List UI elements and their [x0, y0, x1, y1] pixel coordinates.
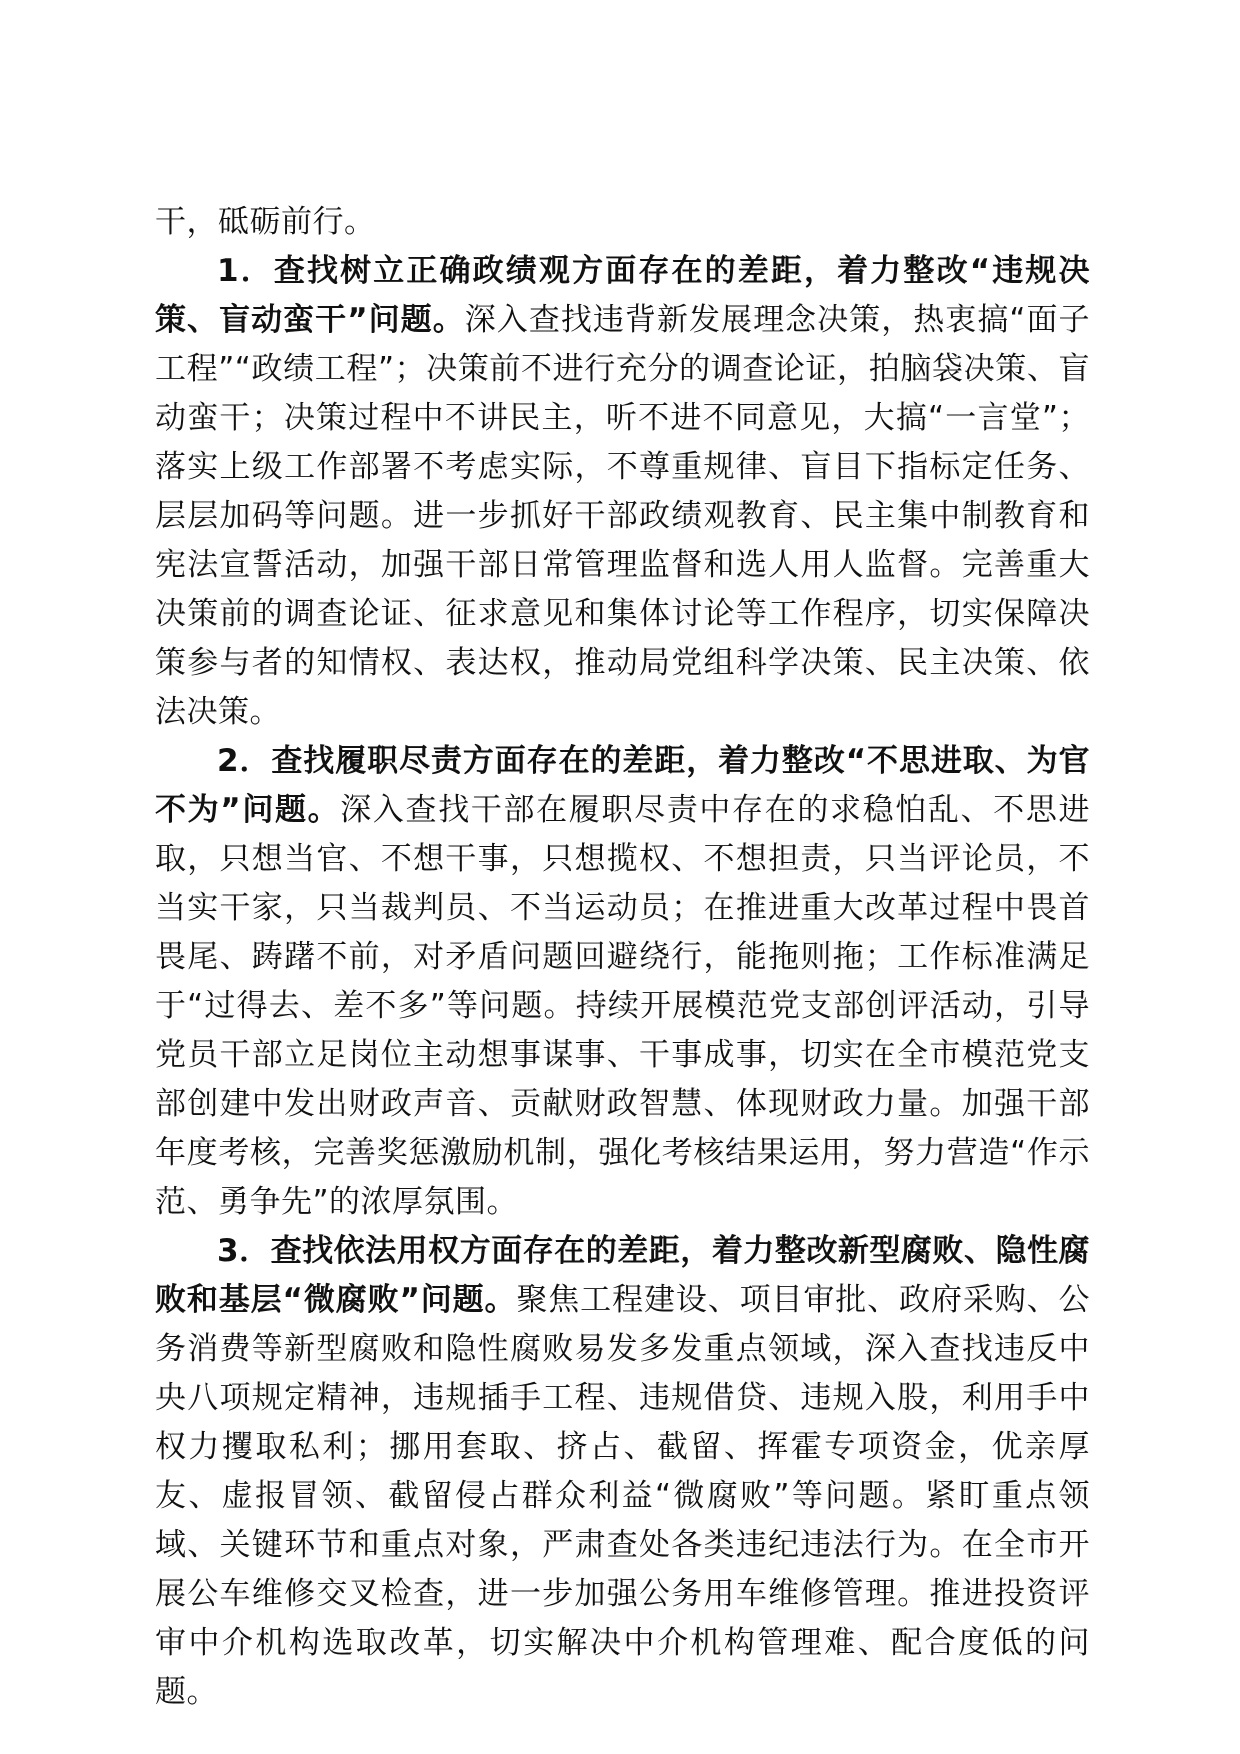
section-2-paragraph — [155, 737, 1090, 1227]
section-1-heading: 1．查找树立正确政绩观方面存在的差距，着力整改“违规决策、盲动蛮干”问题。 — [155, 253, 1090, 338]
section-2-heading: 2．查找履职尽责方面存在的差距，着力整改“不思进取、为官不为”问题。 — [155, 743, 1090, 828]
continuation-paragraph — [155, 198, 1090, 247]
section-2-body: 深入查找干部在履职尽责中存在的求稳怕乱、不思进取，只想当官、不想干事，只想揽权、不想担责，只当评论员，不当实干家，只当裁判员、不当运动员；在推进重大改革过程中畏首畏尾、踌躇不前，对矛盾问题回避绕行，能拖则拖；工作标准满足于“过得去、差不多”等问题。持续开展模范党支部创评活动，引导党员干部立足岗位主动想事谋事、干事成事，切实在全市模范党支部创建中发出财政声音、贡献财政智慧、体现财政力量。加强干部年度考核，完善奖惩激励机制，强化考核结果运用，努力营造“作示范、勇争先”的浓厚氛围。 — [155, 792, 1091, 1220]
document-page — [155, 198, 1090, 1717]
continuation-text: 干，砥砺前行。 — [155, 204, 376, 240]
section-1-paragraph — [155, 247, 1090, 737]
section-3-paragraph — [155, 1227, 1090, 1717]
section-3-body: 聚焦工程建设、项目审批、政府采购、公务消费等新型腐败和隐性腐败易发多发重点领域，深入查找违反中央八项规定精神，违规插手工程、违规借贷、违规入股，利用手中权力攫取私利；挪用套取、挤占、截留、挥霍专项资金，优亲厚友、虚报冒领、截留侵占群众利益“微腐败”等问题。紧盯重点领域、关键环节和重点对象，严肃查处各类违纪违法行为。在全市开展公车维修交叉检查，进一步加强公务用车维修管理。推进投资评审中介机构选取改革，切实解决中介机构管理难、配合度低的问题。 — [155, 1282, 1090, 1710]
section-3-heading: 3．查找依法用权方面存在的差距，着力整改新型腐败、隐性腐败和基层“微腐败”问题。 — [155, 1233, 1090, 1318]
section-1-body: 深入查找违背新发展理念决策，热衷搞“面子工程”“政绩工程”；决策前不进行充分的调查论证，拍脑袋决策、盲动蛮干；决策过程中不讲民主，听不进不同意见，大搞“一言堂”；落实上级工作部署不考虑实际，不尊重规律、盲目下指标定任务、层层加码等问题。进一步抓好干部政绩观教育、民主集中制教育和宪法宣誓活动，加强干部日常管理监督和选人用人监督。完善重大决策前的调查论证、征求意见和集体讨论等工作程序，切实保障决策参与者的知情权、表达权，推动局党组科学决策、民主决策、依法决策。 — [155, 302, 1091, 730]
